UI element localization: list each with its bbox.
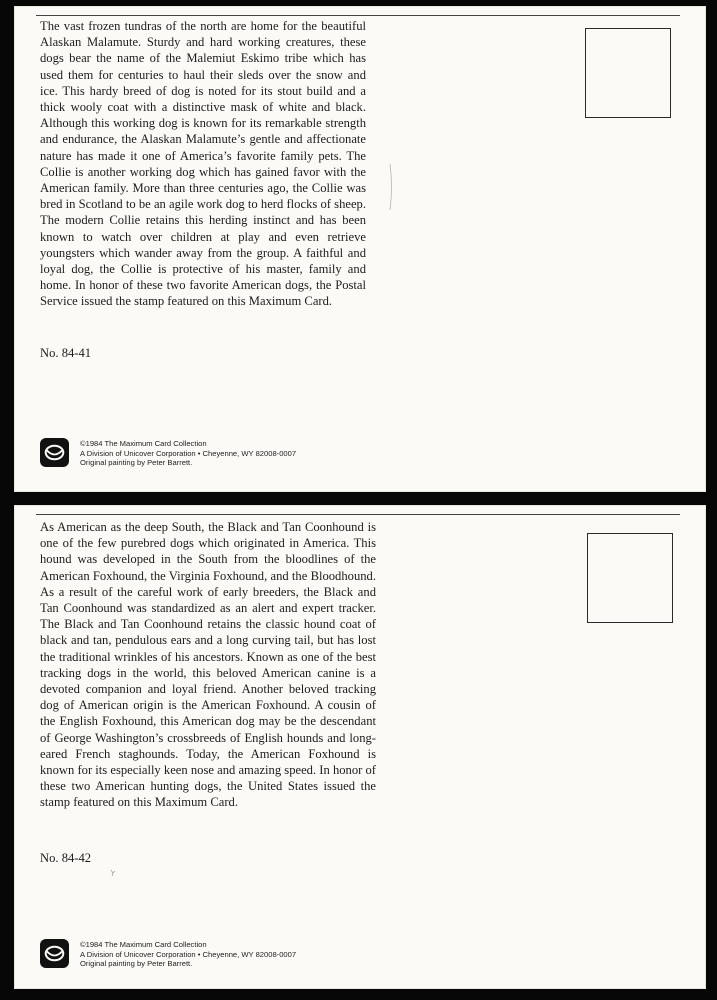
top-rule xyxy=(36,514,680,515)
publisher-block xyxy=(40,438,296,468)
stamp-box xyxy=(585,28,671,118)
pencil-mark xyxy=(110,869,116,877)
card-description: The vast frozen tundras of the north are home for the beautiful Alaskan Malamute. Sturdy and hard working creatures, these dogs bear the name of the Malemiut Eskimo tribe which has used them for centuries to haul their sleds over the snow and ice. This hardy breed of dog is noted for its stout build and a thick wooly coat with a distinctive mask of white and black. Although this working dog is known for its remarkable strength and endurance, the Alaskan Malamute’s gentle and affectionate nature has made it one of America’s favorite family pets. The Collie is another working dog which has gained favor with the American family. More than three centuries ago, the Collie was bred in Scotland to be an agile work dog to herd flocks of sheep. The modern Collie retains this herding instinct and has been known to watch over children at play and even retrieve youngsters which wander away from the group. A faithful and loyal dog, the Collie is protective of his master, family and home. In honor of these two favorite American dogs, the Postal Service issued the stamp featured on this Maximum Card. xyxy=(40,19,366,309)
division-line: A Division of Unicover Corporation • Cheyenne, WY 82008-0007 xyxy=(80,448,297,458)
card-number: No. 84-42 xyxy=(40,851,92,865)
top-rule xyxy=(36,15,680,16)
publisher-block xyxy=(40,939,296,969)
division-line: A Division of Unicover Corporation • Cheyenne, WY 82008-0007 xyxy=(80,949,297,959)
card-description: As American as the deep South, the Black and Tan Coonhound is one of the few purebred dogs which originated in America. This hound was developed in the South from the bloodlines of the American Foxhound, the Virginia Foxhound, and the Bloodhound. As a result of the careful work of early breeders, the Black and Tan Coonhound was standardized as an alert and expert tracker. The Black and Tan Coonhound retains the classic hound coat of black and tan, pendulous ears and a long curving tail, but has lost the traditional wrinkles of his ancestors. Known as one of the best tracking dogs in the world, this beloved American canine is a devoted companion and loyal friend. Another beloved tracking dog of American origin is the American Foxhound. A cousin of the English Foxhound, this American dog may be the descendant of George Washington’s crossbreeds of English hounds and long-eared French staghounds. Today, the American Foxhound is known for its especially keen nose and amazing speed. In honor of these two American hunting dogs, the United States issued the stamp featured on this Maximum Card. xyxy=(40,520,376,810)
postcard-back-2 xyxy=(14,505,706,989)
publisher-lines xyxy=(80,439,296,468)
unicover-logo-icon xyxy=(40,438,69,467)
copyright-line: ©1984 The Maximum Card Collection xyxy=(80,940,207,949)
stamp-box xyxy=(587,533,673,623)
card-number: No. 84-41 xyxy=(40,346,92,360)
postcard-back-1 xyxy=(14,6,706,492)
painting-credit-line: Original painting by Peter Barrett. xyxy=(80,458,193,468)
painting-credit-line: Original painting by Peter Barrett. xyxy=(80,959,193,969)
unicover-logo-icon xyxy=(40,939,69,968)
copyright-line: ©1984 The Maximum Card Collection xyxy=(80,439,207,448)
publisher-lines xyxy=(80,940,296,969)
paper-crease xyxy=(389,164,393,210)
